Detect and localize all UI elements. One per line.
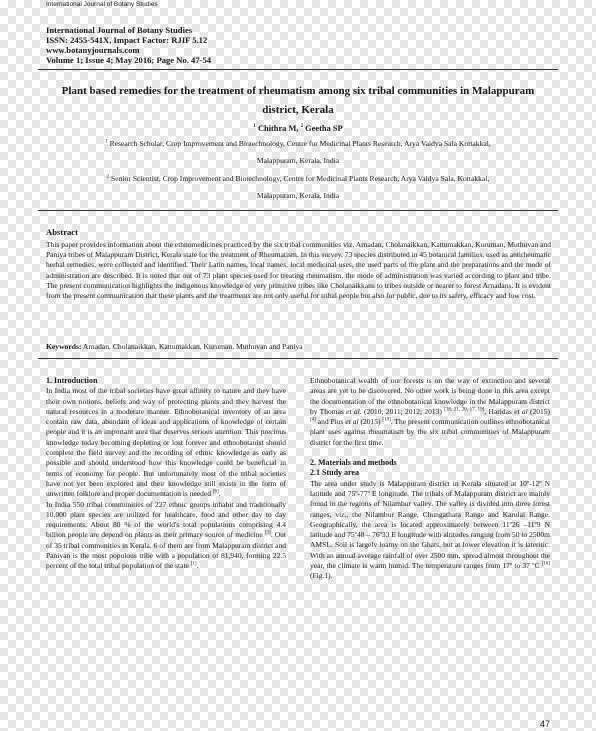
- journal-name: International Journal of Botany Studies: [46, 25, 193, 35]
- author-2-mark: 2: [300, 124, 304, 130]
- abstract-body: This paper provides information about the ethnomedicines practiced by the six tribal communities viz, Arnadan, Cholanaikkan, Kattumakkan, Kuruman, Muthuvan and Paniya tribes of Malappuram District, Kerala state for the treatment of Rheumatism. In this survey, 73 species distributed in 45 botanical families, used as antirheumatic herbal remedies, were collected and identified. Their Latin names, local names, local medicinal uses, the used parts of the plant and the preparations and the mode of administration are described. It is noted that out of 73 plant species used for treating rheumatism, the mode of administration was varied according to plant and tribe. The present communication highlights the indigenous knowledge of very primitive tribes like Cholanaikkans to tribes outside or nearer to forest Arnadans. It is evident from the present communication that these plants and the treatments are not only useful for tribal people but also for public, due to its safety, efficacy and low cost.: [46, 240, 551, 301]
- intro-p3-text-a: Ethnobotanical wealth of our forests is on the way of extinction and several areas are yet to be discovered. No other work is being done in this area except the documentation of the ethnobotanical knowledge in the Malappuram district by Thomas: [310, 376, 550, 416]
- section-1-heading: 1. Introduction: [46, 376, 98, 385]
- abstract-top-rule: [38, 210, 558, 211]
- intro-p1-text: In India most of the tribal societies have great affinity to nature and they have their own notions, beliefs and way of protecting plants and they harvest the natural resources in a moderate manner. Ethnobotanical inventory of an area contain raw data, abundant of ideas and applications of knowledge of certain people and it is an important area that deserves serious attention. This precious knowledge today becoming depleting or lost forever and ethnobotanist should complete the field survey and the recording of ethnic knowledge as early as possible and should understood how this knowledge could be beneficial in terms of economy for people. But unfortunately most of the tribal societies have not yet been explored and their knowledge still exists in the form of unwritten folklore and proper documentation is needed: [46, 386, 286, 499]
- authors: [38, 124, 558, 133]
- intro-p1-end: .: [218, 489, 221, 499]
- keywords-label: Keywords:: [46, 342, 82, 351]
- study-area-end: (Fig.1).: [310, 571, 333, 581]
- keywords-rule: [38, 358, 558, 359]
- title-line-2: district, Kerala: [262, 104, 334, 116]
- intro-p3-text-d: (2015): [527, 406, 551, 416]
- study-area-text: The area under study is Malappuram district in Kerala situated at 10º-12º N latitude and 75º-77º E longitude. The tribals of Malappuram district are mainly found in the regions of Nilambur valley. The valley is divided into three forest ranges, viz., the Nilambur Range, Chungathara Range and Karulai Range. Geographically, the area is located approximately between 11º26 –11º9 N latitude and 75º48 – 76º33 E longitude with altitudes ranging from 50 to 2500m AMSL. Soil is largely loamy on the Ghats, but at lower elevation it is lateritic. With an annual average rainfall of over 2500 mm, spread almost throughout the year, the climate is warm humid. The temperature ranges from 17º to 37 ºC: [310, 478, 550, 571]
- intro-p3-text-e: and Pius: [315, 417, 346, 427]
- intro-p1-ref: [6]: [212, 489, 219, 495]
- study-area-ref: [16]: [541, 561, 550, 567]
- intro-p3-text-f: (2015): [358, 417, 383, 427]
- affiliation-1-mark: 1: [105, 139, 108, 145]
- intro-paragraph-3: [310, 376, 550, 448]
- journal-website: www.botanyjournals.com: [46, 45, 140, 55]
- affiliation-1-line-2: Malappuram, Kerala, India: [256, 156, 340, 165]
- affiliation-1: [40, 135, 556, 169]
- intro-p3-ref-1: [18, 21, 20, 17, 19]: [444, 407, 485, 413]
- left-column: [46, 376, 286, 572]
- abstract-heading: Abstract: [46, 227, 78, 237]
- intro-p3-etal-2: et al: [514, 406, 528, 416]
- intro-p2-ref-2: [1]: [190, 561, 197, 567]
- intro-p3-etal-1: et al: [346, 406, 360, 416]
- keywords-value: Arnadan, Cholanaikkan, Kattumakkan, Kuruman, Muthuvan and Paniya: [81, 342, 303, 351]
- affiliation-2-line-1: Senior Scientist, Crop Improvement and Biotechnology, Centre for Medicinal Plants Research, Arya Vaidya Sala, Kottakkal,: [109, 174, 490, 183]
- intro-p2-text: In India 550 tribal communities of 227 ethnic groups inhabit and traditionally 10,000 plant species are utilized for healthcare, food and other day to day requirements. About 80 % of the world's total populations comprising 4.4 billion people are depend on plants as their primary source of medicine: [46, 499, 286, 540]
- author-1-mark: 1: [253, 124, 256, 130]
- title-line-1: Plant based remedies for the treatment of rheumatism among six tribal communities in Malappuram: [61, 85, 535, 97]
- study-area-paragraph: [310, 479, 550, 582]
- affiliation-2: [40, 170, 556, 204]
- author-1: Chithra M,: [255, 124, 301, 133]
- intro-p3-text-b: . (2010; 2011; 2012; 2013): [359, 406, 445, 416]
- intro-p2-ref-1: [3]: [264, 530, 271, 536]
- page-number: 47: [539, 719, 550, 729]
- affiliation-2-mark: 2: [106, 174, 110, 180]
- right-column: [310, 376, 550, 582]
- intro-p3-etal-3: et al: [345, 417, 359, 427]
- section-2-1-heading: 2.1 Study area: [310, 468, 359, 478]
- intro-p3-ref-2: [4]: [310, 417, 316, 423]
- intro-paragraph-1: [46, 386, 286, 499]
- journal-volume: Volume 1; Issue 4; May 2016; Page No. 47-54: [46, 55, 212, 65]
- author-2: Geetha SP: [303, 124, 343, 133]
- journal-info: [46, 25, 211, 65]
- article-title: [38, 82, 558, 120]
- intro-p2-end: .: [196, 561, 199, 571]
- intro-p2-mid: . Out of 35 tribal communities in Kerala, 6 of them are from Malappuram district and Paniyan is the most populous tribe with a population of 81,940, forming 22.5 percent of the total tribal population of the state: [46, 530, 286, 571]
- intro-p3-ref-3: [10]: [382, 417, 391, 423]
- affiliation-1-line-1: Research Scholar, Crop Improvement and Biotechnology, Centre for Medicinal Plants Research, Arya Vaidya Sala Kottakkal,: [107, 139, 491, 148]
- affiliation-2-line-2: Malappuram, Kerala, India: [256, 191, 340, 200]
- intro-p3-text-c: , Haridas: [484, 406, 515, 416]
- header-rule: [38, 69, 558, 70]
- running-header: International Journal of Botany Studies: [46, 1, 158, 8]
- journal-issn: ISSN: 2455-541X, Impact Factor: RJIF 5.12: [46, 35, 208, 45]
- section-2-heading: 2. Materials and methods: [310, 458, 397, 468]
- intro-p3-text-g: . The present communication outlines ethnobotanical plant uses against rheumatism by the six tribal communities of Malappuram district for the first time.: [310, 417, 550, 447]
- keywords: [46, 342, 303, 351]
- intro-paragraph-2: [46, 500, 286, 572]
